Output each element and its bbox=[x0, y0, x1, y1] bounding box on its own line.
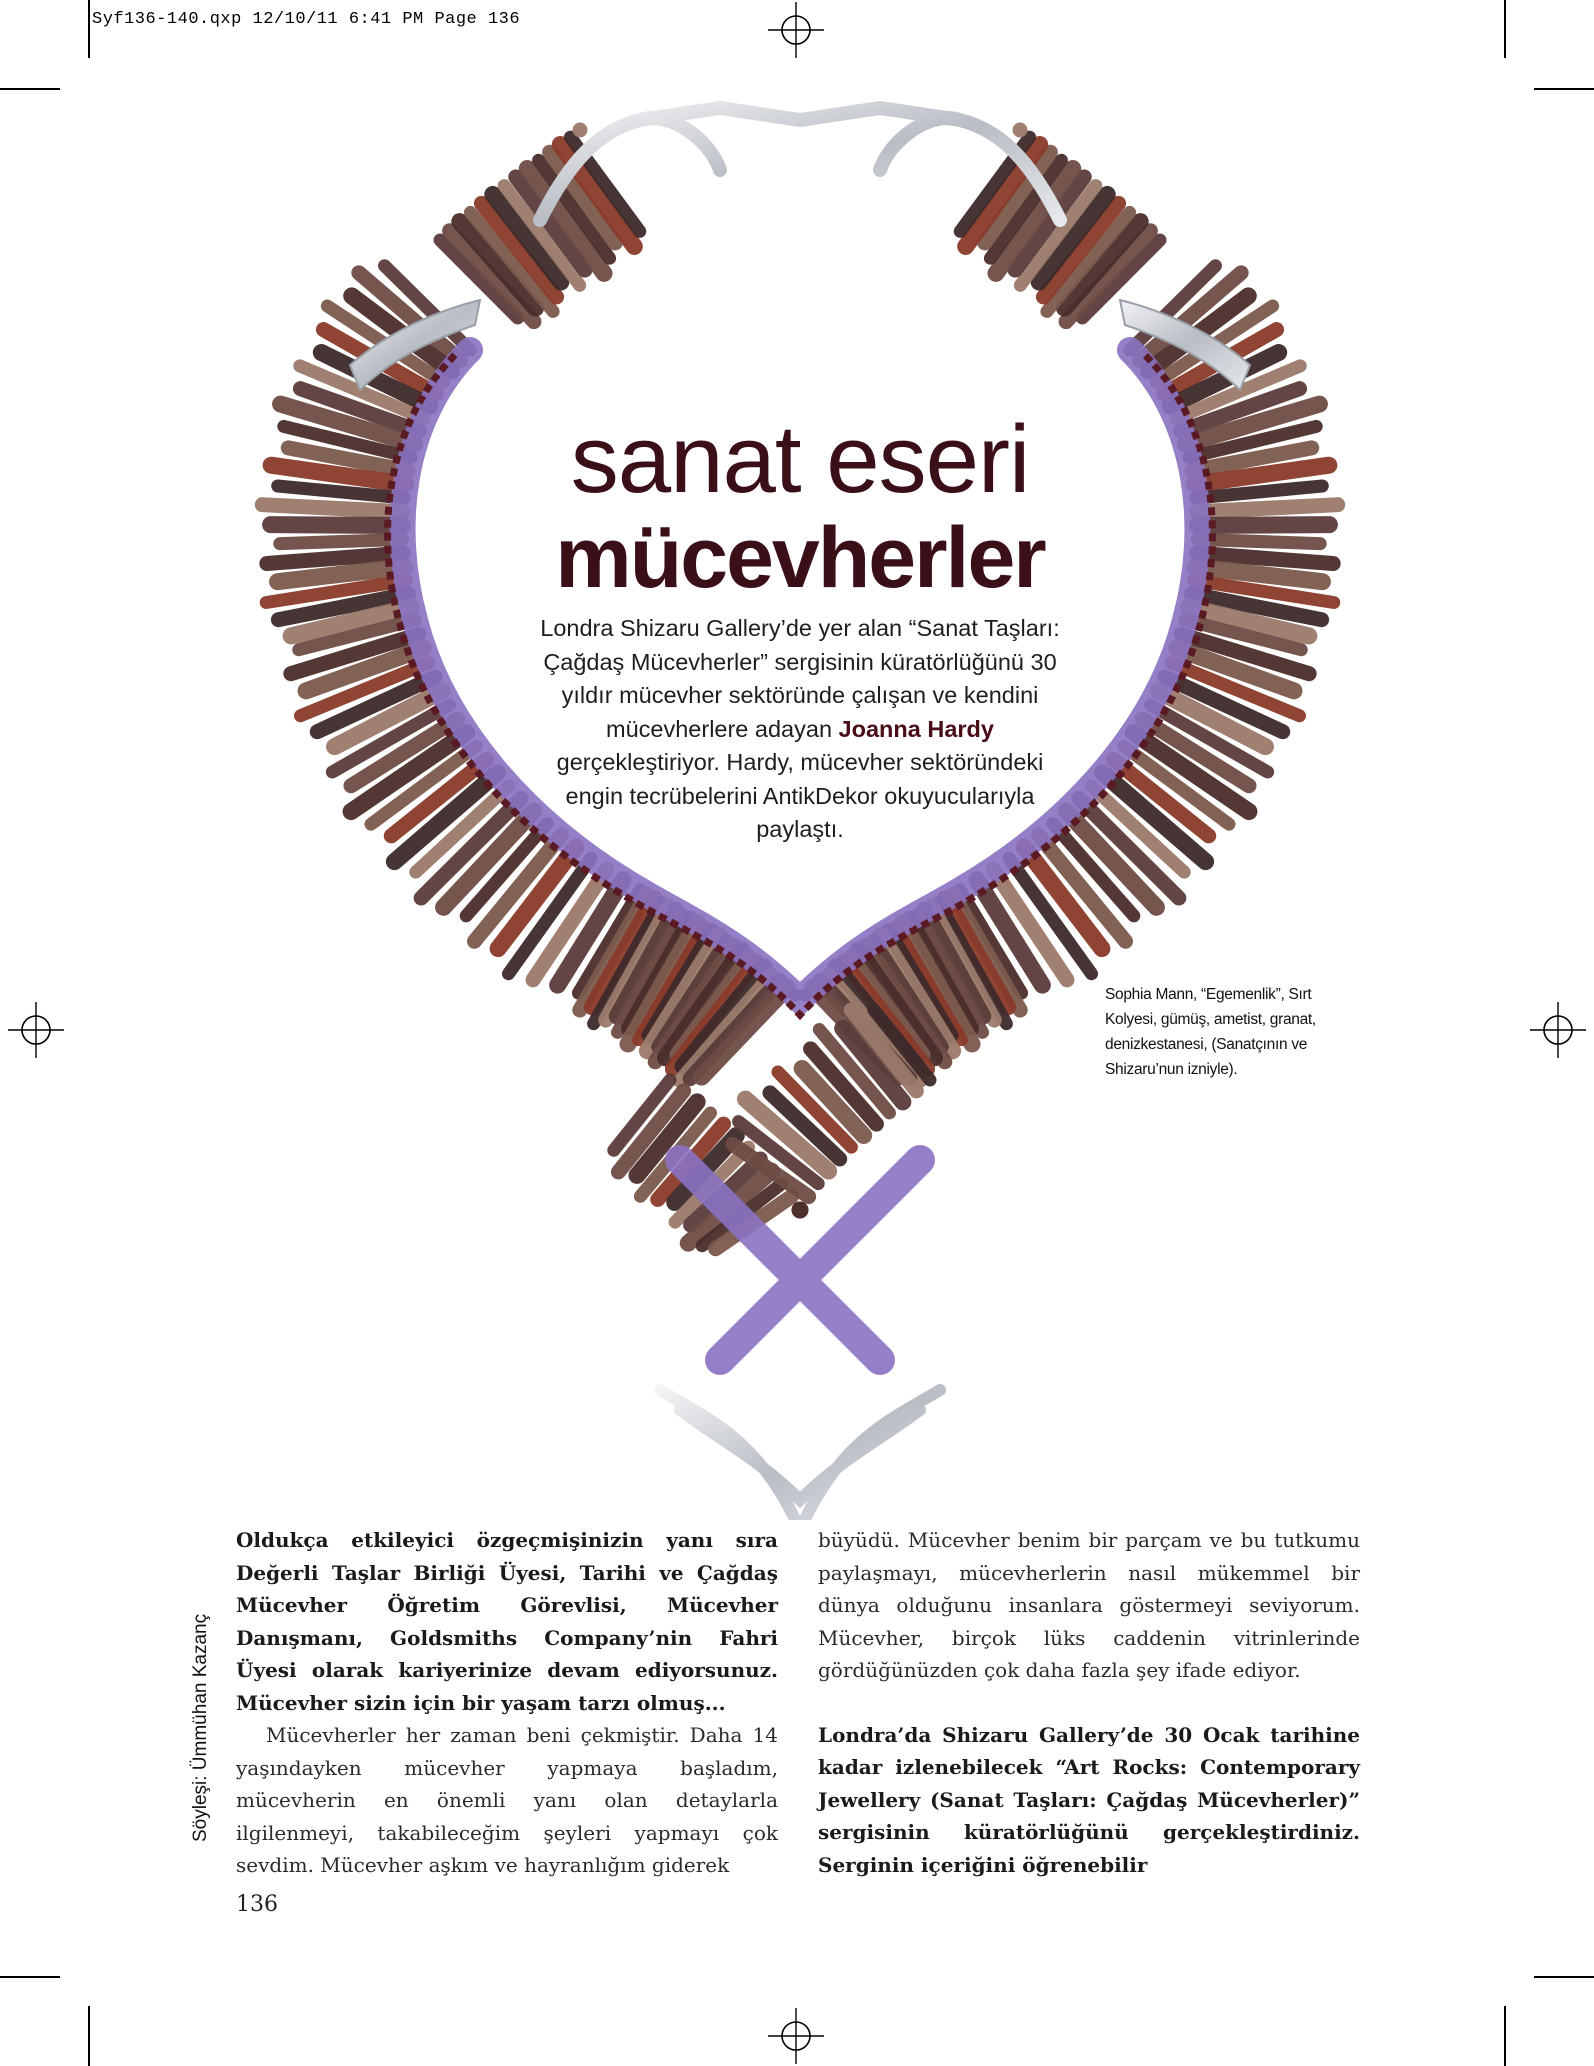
headline-line-1: sanat eseri bbox=[570, 406, 1030, 513]
registration-mark-icon bbox=[756, 2, 836, 58]
interview-question: Londra’da Shizaru Gallery’de 30 Ocak tarihine kadar izlenebilecek “Art Rocks: Contemporary Jewellery (Sanat Taşları: Çağdaş Mücevherler)” sergisinin küratörlüğünü gerçekleştirdiniz. Serginin içeriğini öğrenebilir bbox=[818, 1722, 1360, 1877]
interview-answer: Mücevherler her zaman beni çekmiştir. Daha 14 yaşındayken mücevher yapmaya başladım, mücevherin en önemli yanı olan detaylarla ilgilenmeyi, takabileceğim şeyleri yapmayı çok sevdim. Mücevher aşkım ve hayranlığım giderek bbox=[236, 1723, 778, 1877]
registration-mark-icon bbox=[1530, 990, 1586, 1070]
curator-name: Joanna Hardy bbox=[838, 715, 994, 742]
intro-text-2: gerçekleştiriyor. Hardy, mücevher sektöründeki engin tecrübelerini AntikDekor okuyucularıyla paylaştı. bbox=[556, 749, 1044, 842]
urchin-spine bbox=[262, 505, 403, 512]
crop-mark bbox=[1534, 88, 1594, 90]
headline-line-2: mücevherler bbox=[555, 510, 1045, 606]
crop-mark bbox=[88, 2006, 90, 2066]
crop-mark bbox=[1534, 1976, 1594, 1978]
photo-caption: Sophia Mann, “Egemenlik”, Sırt Kolyesi, gümüş, ametist, granat, denizkestanesi, (Sanatçının ve Shizaru’nun izniyle). bbox=[1105, 986, 1316, 1078]
interview-answer-continued: büyüdü. Mücevher benim bir parçam ve bu tutkumu paylaşmayı, mücevherlerin nasıl mükemmel bir dünya olduğunu insanlara göstermeyi seviyorum. Mücevher, birçok lüks caddenin vitrinlerinde gördüğünüzden çok daha fazla şey ifade ediyor. bbox=[818, 1528, 1360, 1682]
registration-mark-icon bbox=[8, 990, 64, 1070]
crop-mark bbox=[0, 88, 60, 90]
intro-paragraph bbox=[540, 612, 1060, 847]
file-slug: Syf136-140.qxp 12/10/11 6:41 PM Page 136 bbox=[92, 10, 521, 29]
intro-text-1: Londra Shizaru Gallery’de yer alan “Sanat Taşları: Çağdaş Mücevherler” sergisinin küratörlüğünü 30 yıldır mücevher sektöründe çalışan ve kendini mücevherlere adayan bbox=[540, 615, 1060, 742]
urchin-spine bbox=[271, 525, 403, 526]
silver-pendant-clasp bbox=[660, 1390, 940, 1520]
crop-mark bbox=[1504, 0, 1506, 58]
crop-mark bbox=[0, 1976, 60, 1978]
left-column bbox=[236, 1524, 778, 1882]
urchin-spine bbox=[1197, 525, 1329, 526]
page-number: 136 bbox=[236, 1892, 278, 1917]
registration-mark-icon bbox=[756, 2008, 836, 2064]
crop-mark bbox=[88, 0, 90, 58]
crop-mark bbox=[1504, 2006, 1506, 2066]
headline bbox=[500, 406, 1100, 606]
interview-question: Oldukça etkileyici özgeçmişinizin yanı sıra Değerli Taşlar Birliği Üyesi, Tarihi ve Çağdaş Mücevher Öğretim Görevlisi, Mücevher Danışmanı, Goldsmiths Company’nin Fahri Üyesi olarak kariyerinize devam ediyorsunuz. Mücevher sizin için bir yaşam tarzı olmuş... bbox=[236, 1528, 778, 1715]
right-column bbox=[818, 1524, 1360, 1881]
urchin-spine bbox=[1197, 505, 1338, 512]
byline: Söyleşi: Ümmühan Kazanç bbox=[190, 1613, 211, 1842]
